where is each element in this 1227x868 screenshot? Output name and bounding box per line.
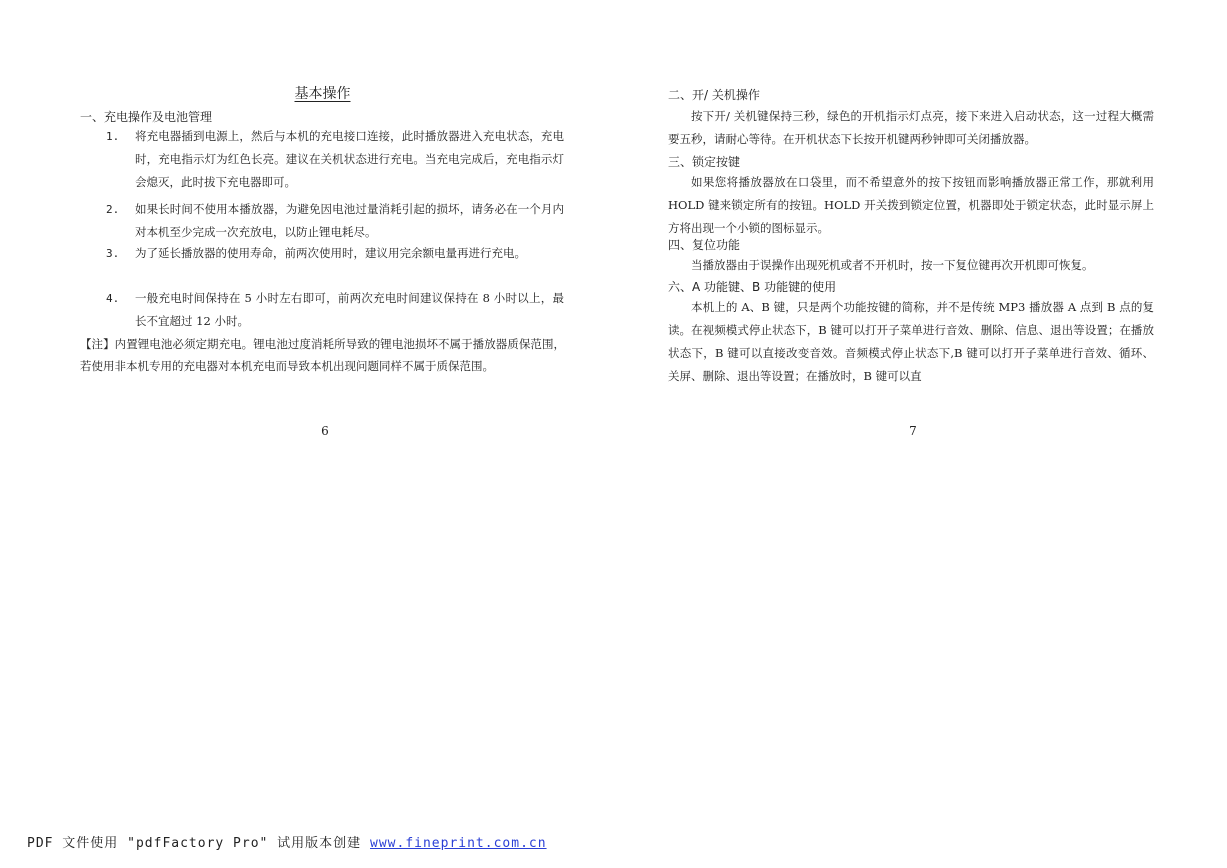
section-heading-lock: 三、锁定按键 <box>668 155 741 169</box>
section-text-reset: 当播放器由于误操作出现死机或者不开机时，按一下复位键再次开机即可恢复。 <box>691 258 1094 272</box>
footer-text: PDF 文件使用 "pdfFactory Pro" 试用版本创建 <box>27 836 371 851</box>
section-heading-reset: 四、复位功能 <box>668 238 741 252</box>
list-text: 一般充电时间保持在 5 小时左右即可，前两次充电时间建议保持在 8 小时以上，最长不宜超过 12 小时。 <box>135 291 564 328</box>
list-number: 3. <box>106 247 120 260</box>
section-text-lock: 如果您将播放器放在口袋里，而不希望意外的按下按钮而影响播放器正常工作，那就利用 HOLD 键来锁定所有的按钮。HOLD 开关拨到锁定位置，机器即处于锁定状态，此时显示屏上方将出现一个小锁的图标显示。 <box>668 175 1154 235</box>
list-number: 2. <box>106 203 120 216</box>
note-paragraph: 【注】内置锂电池必须定期充电。锂电池过度消耗所导致的锂电池损坏不属于播放器质保范围，若使用非本机专用的充电器对本机充电而导致本机出现问题同样不属于质保范围。 <box>80 337 565 373</box>
page-number: 6 <box>321 424 329 438</box>
section-heading-charging: 一、充电操作及电池管理 <box>80 110 213 124</box>
section-heading-power: 二、开/ 关机操作 <box>668 88 760 102</box>
list-text: 如果长时间不使用本播放器，为避免因电池过量消耗引起的损坏，请务必在一个月内对本机至少完成一次充放电，以防止锂电耗尽。 <box>135 202 564 239</box>
list-text: 为了延长播放器的使用寿命，前两次使用时，建议用完余额电量再进行充电。 <box>135 246 526 260</box>
section-text-ab-keys: 本机上的 A、B 键，只是两个功能按键的简称，并不是传统 MP3 播放器 A 点到 B 点的复读。在视频模式停止状态下，B 键可以打开子菜单进行音效、删除、信息、退出等设置；在播放状态下，B 键可以直接改变音效。音频模式停止状态下,B 键可以打开子菜单进行音效、循环、关屏、删除、退出等设置；在播放时，B 键可以直 <box>668 300 1154 383</box>
page-title: 基本操作 <box>294 86 351 102</box>
list-number: 4. <box>106 292 120 305</box>
section-heading-ab-keys: 六、A 功能键、B 功能键的使用 <box>668 280 837 294</box>
pdf-footer <box>27 832 547 851</box>
section-text-power: 按下开/ 关机键保持三秒，绿色的开机指示灯点亮，接下来进入启动状态，这一过程大概需要五秒，请耐心等待。在开机状态下长按开机键两秒钟即可关闭播放器。 <box>668 109 1154 146</box>
list-number: 1. <box>106 130 120 143</box>
page-number: 7 <box>909 424 917 438</box>
list-text: 将充电器插到电源上，然后与本机的充电接口连接，此时播放器进入充电状态，充电时，充电指示灯为红色长亮。建议在关机状态进行充电。当充电完成后，充电指示灯会熄灭，此时拔下充电器即可。 <box>135 129 564 189</box>
footer-link[interactable]: www.fineprint.com.cn <box>370 836 547 851</box>
